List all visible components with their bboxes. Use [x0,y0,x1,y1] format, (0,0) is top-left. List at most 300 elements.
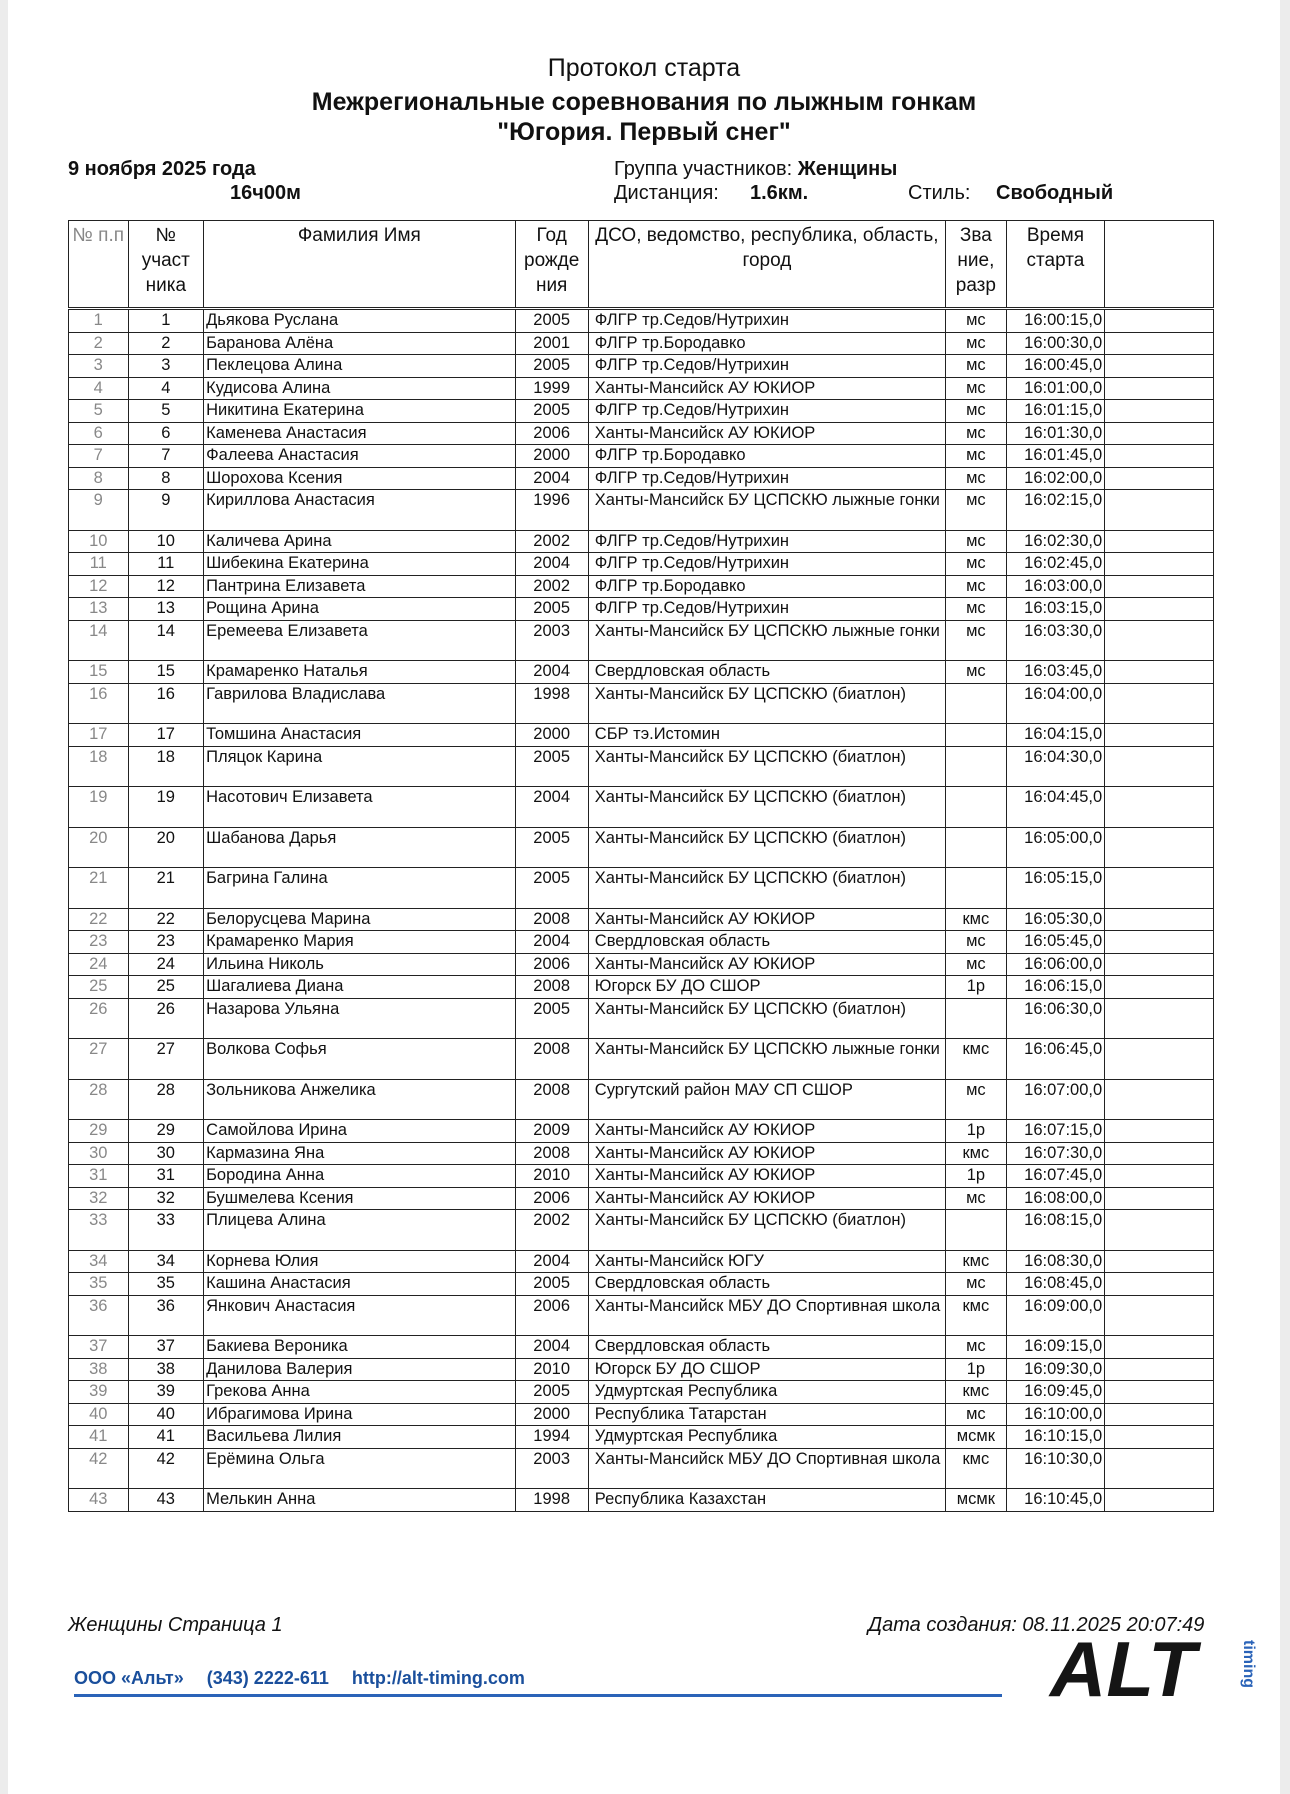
table-row [69,998,1214,1039]
sport-rank: мс [946,530,1007,553]
participant-number: 24 [128,953,204,976]
sport-rank: мс [946,422,1007,445]
participant-name: Данилова Валерия [204,1358,515,1381]
row-index: 26 [69,998,129,1039]
company-info [74,1668,543,1689]
table-row [69,1358,1214,1381]
empty-cell [1105,1448,1214,1489]
participant-number: 38 [128,1358,204,1381]
start-time: 16:08:00,0 [1006,1187,1104,1210]
row-index: 19 [69,787,129,828]
participant-number: 15 [128,661,204,684]
sport-rank: мс [946,332,1007,355]
distance-value: 1.6км. [750,182,809,204]
empty-cell [1105,1079,1214,1120]
col-header-num: № участ ника [128,221,204,309]
company-url[interactable]: http://alt-timing.com [351,1668,525,1688]
sport-rank: мс [946,445,1007,468]
participant-number: 41 [128,1426,204,1449]
table-row [69,490,1214,531]
start-time: 16:00:30,0 [1006,332,1104,355]
organization: ФЛГР тр.Седов/Нутрихин [588,400,945,423]
start-time: 16:03:00,0 [1006,575,1104,598]
start-time: 16:07:45,0 [1006,1165,1104,1188]
start-time: 16:07:30,0 [1006,1142,1104,1165]
organization: Удмуртская Республика [588,1426,945,1449]
birth-year: 2008 [515,1039,588,1080]
table-row [69,1187,1214,1210]
table-row [69,1273,1214,1296]
participant-number: 8 [128,467,204,490]
col-header-empty [1105,221,1214,309]
event-time: 16ч00м [230,182,301,204]
organization: ФЛГР тр.Седов/Нутрихин [588,530,945,553]
birth-year: 2005 [515,309,588,333]
table-row [69,724,1214,747]
empty-cell [1105,1336,1214,1359]
birth-year: 2002 [515,1210,588,1251]
start-time: 16:06:30,0 [1006,998,1104,1039]
logo-main-text: ALT [1050,1625,1196,1713]
empty-cell [1105,661,1214,684]
start-time: 16:05:15,0 [1006,868,1104,909]
table-row [69,422,1214,445]
participant-number: 6 [128,422,204,445]
sport-rank: кмс [946,908,1007,931]
birth-year: 1994 [515,1426,588,1449]
birth-year: 2005 [515,868,588,909]
birth-year: 2006 [515,1187,588,1210]
organization: ФЛГР тр.Седов/Нутрихин [588,355,945,378]
organization: Ханты-Мансийск БУ ЦСПСКЮ лыжные гонки [588,620,945,661]
participant-number: 23 [128,931,204,954]
participant-number: 2 [128,332,204,355]
organization: Удмуртская Республика [588,1381,945,1404]
start-time: 16:09:15,0 [1006,1336,1104,1359]
row-index: 14 [69,620,129,661]
birth-year: 2000 [515,724,588,747]
birth-year: 1998 [515,1489,588,1512]
row-index: 30 [69,1142,129,1165]
participant-name: Шибекина Екатерина [204,553,515,576]
participant-number: 22 [128,908,204,931]
distance-info [614,182,1134,205]
birth-year: 2002 [515,530,588,553]
birth-year: 2005 [515,746,588,787]
start-time: 16:05:00,0 [1006,827,1104,868]
col-header-pp: № п.п [69,221,129,309]
sport-rank [946,868,1007,909]
row-index: 17 [69,724,129,747]
participant-name: Шабанова Дарья [204,827,515,868]
participant-number: 33 [128,1210,204,1251]
sport-rank: мс [946,1336,1007,1359]
birth-year: 2005 [515,827,588,868]
table-row [69,1403,1214,1426]
birth-year: 2008 [515,1142,588,1165]
table-row [69,445,1214,468]
table-row [69,332,1214,355]
row-index: 21 [69,868,129,909]
table-row [69,400,1214,423]
participant-name: Кириллова Анастасия [204,490,515,531]
organization: Ханты-Мансийск БУ ЦСПСКЮ (биатлон) [588,787,945,828]
sport-rank: мс [946,490,1007,531]
sport-rank: мс [946,1079,1007,1120]
empty-cell [1105,1273,1214,1296]
organization: ФЛГР тр.Бородавко [588,445,945,468]
participant-name: Корнева Юлия [204,1250,515,1273]
participant-name: Кармазина Яна [204,1142,515,1165]
col-header-rank: Зва ние, разр [946,221,1007,309]
row-index: 6 [69,422,129,445]
empty-cell [1105,553,1214,576]
birth-year: 2003 [515,1448,588,1489]
sport-rank: мс [946,467,1007,490]
participant-number: 36 [128,1295,204,1336]
start-time: 16:08:30,0 [1006,1250,1104,1273]
organization: Свердловская область [588,931,945,954]
row-index: 31 [69,1165,129,1188]
organization: Республика Татарстан [588,1403,945,1426]
row-index: 25 [69,976,129,999]
participant-number: 11 [128,553,204,576]
start-time: 16:10:00,0 [1006,1403,1104,1426]
organization: Ханты-Мансийск БУ ЦСПСКЮ (биатлон) [588,827,945,868]
empty-cell [1105,998,1214,1039]
sport-rank: кмс [946,1039,1007,1080]
sport-rank: мс [946,953,1007,976]
row-index: 8 [69,467,129,490]
empty-cell [1105,1489,1214,1512]
company-name: ООО «Альт» [74,1668,184,1688]
organization: Ханты-Мансийск АУ ЮКИОР [588,953,945,976]
group-value: Женщины [797,158,898,180]
table-row [69,661,1214,684]
start-time: 16:01:00,0 [1006,377,1104,400]
table-row [69,1426,1214,1449]
organization: Ханты-Мансийск АУ ЮКИОР [588,377,945,400]
empty-cell [1105,1381,1214,1404]
participant-name: Пеклецова Алина [204,355,515,378]
organization: Ханты-Мансийск БУ ЦСПСКЮ (биатлон) [588,868,945,909]
row-index: 18 [69,746,129,787]
sport-rank: мсмк [946,1426,1007,1449]
start-time: 16:05:30,0 [1006,908,1104,931]
birth-year: 2009 [515,1120,588,1143]
sport-rank: мс [946,620,1007,661]
table-row [69,467,1214,490]
table-row [69,1079,1214,1120]
start-time: 16:04:45,0 [1006,787,1104,828]
footer-page-label: Женщины Страница 1 [68,1614,283,1636]
sport-rank: мсмк [946,1489,1007,1512]
participant-number: 16 [128,683,204,724]
empty-cell [1105,530,1214,553]
participant-name: Томшина Анастасия [204,724,515,747]
participant-name: Крамаренко Наталья [204,661,515,684]
participant-number: 21 [128,868,204,909]
table-row [69,1250,1214,1273]
participant-name: Зольникова Анжелика [204,1079,515,1120]
empty-cell [1105,787,1214,828]
start-time: 16:07:00,0 [1006,1079,1104,1120]
sport-rank: кмс [946,1142,1007,1165]
participant-name: Кашина Анастасия [204,1273,515,1296]
birth-year: 2006 [515,422,588,445]
table-row [69,1210,1214,1251]
empty-cell [1105,445,1214,468]
event-date: 9 ноября 2025 года [68,158,256,180]
participant-name: Рощина Арина [204,598,515,621]
empty-cell [1105,827,1214,868]
table-row [69,620,1214,661]
birth-year: 2000 [515,445,588,468]
sport-rank: мс [946,553,1007,576]
birth-year: 1999 [515,377,588,400]
sport-rank [946,724,1007,747]
sport-rank [946,827,1007,868]
participant-name: Каменева Анастасия [204,422,515,445]
participant-name: Крамаренко Мария [204,931,515,954]
participant-name: Самойлова Ирина [204,1120,515,1143]
start-time: 16:10:15,0 [1006,1426,1104,1449]
footer-created-date: Дата создания: 08.11.2025 20:07:49 [868,1614,1205,1636]
birth-year: 2004 [515,931,588,954]
participant-name: Никитина Екатерина [204,400,515,423]
organization: Ханты-Мансийск АУ ЮКИОР [588,1142,945,1165]
table-row [69,1381,1214,1404]
table-row [69,868,1214,909]
participant-name: Каличева Арина [204,530,515,553]
birth-year: 2005 [515,598,588,621]
participant-name: Насотович Елизавета [204,787,515,828]
participant-name: Белорусцева Марина [204,908,515,931]
group-label: Группа участников: [614,158,793,180]
organization: Ханты-Мансийск БУ ЦСПСКЮ лыжные гонки [588,490,945,531]
participant-name: Назарова Ульяна [204,998,515,1039]
participant-number: 12 [128,575,204,598]
empty-cell [1105,931,1214,954]
table-row [69,1165,1214,1188]
start-time: 16:02:15,0 [1006,490,1104,531]
col-header-year: Год рожде ния [515,221,588,309]
participant-number: 35 [128,1273,204,1296]
empty-cell [1105,620,1214,661]
row-index: 23 [69,931,129,954]
organization: Ханты-Мансийск БУ ЦСПСКЮ (биатлон) [588,746,945,787]
sport-rank: мс [946,1273,1007,1296]
start-time: 16:04:15,0 [1006,724,1104,747]
empty-cell [1105,467,1214,490]
table-row [69,1295,1214,1336]
empty-cell [1105,953,1214,976]
organization: Ханты-Мансийск БУ ЦСПСКЮ (биатлон) [588,1210,945,1251]
empty-cell [1105,746,1214,787]
row-index: 22 [69,908,129,931]
row-index: 37 [69,1336,129,1359]
participant-number: 29 [128,1120,204,1143]
participant-name: Баранова Алёна [204,332,515,355]
organization: Ханты-Мансийск АУ ЮКИОР [588,908,945,931]
participant-number: 18 [128,746,204,787]
footer-rule [74,1694,1002,1697]
participant-name: Еремеева Елизавета [204,620,515,661]
participant-number: 39 [128,1381,204,1404]
birth-year: 2006 [515,1295,588,1336]
start-time: 16:00:15,0 [1006,309,1104,333]
participant-number: 14 [128,620,204,661]
empty-cell [1105,724,1214,747]
participant-number: 34 [128,1250,204,1273]
empty-cell [1105,1250,1214,1273]
empty-cell [1105,908,1214,931]
organization: ФЛГР тр.Бородавко [588,332,945,355]
sport-rank [946,787,1007,828]
participant-name: Шагалиева Диана [204,976,515,999]
row-index: 36 [69,1295,129,1336]
row-index: 11 [69,553,129,576]
company-phone: (343) 2222-611 [206,1668,329,1688]
participant-number: 28 [128,1079,204,1120]
participant-number: 19 [128,787,204,828]
empty-cell [1105,575,1214,598]
participant-number: 7 [128,445,204,468]
start-time: 16:10:30,0 [1006,1448,1104,1489]
sport-rank: мс [946,377,1007,400]
participant-name: Ерёмина Ольга [204,1448,515,1489]
birth-year: 2005 [515,998,588,1039]
sport-rank: 1р [946,1120,1007,1143]
organization: Ханты-Мансийск АУ ЮКИОР [588,422,945,445]
organization: Ханты-Мансийск АУ ЮКИОР [588,1187,945,1210]
empty-cell [1105,1187,1214,1210]
row-index: 10 [69,530,129,553]
empty-cell [1105,400,1214,423]
participant-name: Дьякова Руслана [204,309,515,333]
participant-name: Бакиева Вероника [204,1336,515,1359]
empty-cell [1105,309,1214,333]
row-index: 34 [69,1250,129,1273]
sport-rank [946,1210,1007,1251]
start-time: 16:03:15,0 [1006,598,1104,621]
start-time: 16:01:15,0 [1006,400,1104,423]
empty-cell [1105,422,1214,445]
birth-year: 1998 [515,683,588,724]
participant-number: 40 [128,1403,204,1426]
table-row [69,787,1214,828]
organization: ФЛГР тр.Седов/Нутрихин [588,309,945,333]
organization: Ханты-Мансийск ЮГУ [588,1250,945,1273]
start-time: 16:03:45,0 [1006,661,1104,684]
start-time: 16:04:00,0 [1006,683,1104,724]
participant-number: 9 [128,490,204,531]
row-index: 13 [69,598,129,621]
style-value: Свободный [996,182,1114,204]
sport-rank: мс [946,575,1007,598]
sport-rank: мс [946,598,1007,621]
row-index: 38 [69,1358,129,1381]
sport-rank: мс [946,931,1007,954]
distance-label: Дистанция: [614,182,719,204]
start-time: 16:01:45,0 [1006,445,1104,468]
birth-year: 2005 [515,355,588,378]
participant-name: Пантрина Елизавета [204,575,515,598]
organization: Свердловская область [588,1273,945,1296]
participant-number: 30 [128,1142,204,1165]
sport-rank: 1р [946,1165,1007,1188]
organization: ФЛГР тр.Седов/Нутрихин [588,467,945,490]
table-row [69,683,1214,724]
organization: Ханты-Мансийск МБУ ДО Спортивная школа [588,1448,945,1489]
empty-cell [1105,377,1214,400]
alt-timing-logo [1048,1625,1257,1713]
participant-number: 27 [128,1039,204,1080]
table-row [69,953,1214,976]
organization: Югорск БУ ДО СШОР [588,976,945,999]
row-index: 42 [69,1448,129,1489]
protocol-title: Протокол старта [547,54,741,82]
birth-year: 2006 [515,953,588,976]
participant-number: 10 [128,530,204,553]
sport-rank: мс [946,309,1007,333]
start-time: 16:06:45,0 [1006,1039,1104,1080]
birth-year: 2004 [515,1336,588,1359]
empty-cell [1105,1295,1214,1336]
style-label: Стиль: [908,182,971,204]
start-time: 16:09:45,0 [1006,1381,1104,1404]
participant-name: Ибрагимова Ирина [204,1403,515,1426]
sport-rank: кмс [946,1295,1007,1336]
organization: Ханты-Мансийск АУ ЮКИОР [588,1120,945,1143]
table-row [69,355,1214,378]
birth-year: 2005 [515,400,588,423]
sport-rank: кмс [946,1250,1007,1273]
birth-year: 2010 [515,1165,588,1188]
participant-name: Гаврилова Владислава [204,683,515,724]
organization: Ханты-Мансийск БУ ЦСПСКЮ (биатлон) [588,998,945,1039]
birth-year: 2004 [515,787,588,828]
row-index: 7 [69,445,129,468]
row-index: 41 [69,1426,129,1449]
sport-rank: 1р [946,1358,1007,1381]
group-info [614,158,897,181]
empty-cell [1105,868,1214,909]
table-row [69,530,1214,553]
event-title: Межрегиональные соревнования по лыжным гонкам [311,88,977,116]
participant-name: Волкова Софья [204,1039,515,1080]
table-row [69,1489,1214,1512]
sport-rank: кмс [946,1448,1007,1489]
row-index: 5 [69,400,129,423]
start-time: 16:05:45,0 [1006,931,1104,954]
row-index: 2 [69,332,129,355]
start-time: 16:10:45,0 [1006,1489,1104,1512]
col-header-name: Фамилия Имя [204,221,515,309]
sport-rank: мс [946,1187,1007,1210]
start-time: 16:03:30,0 [1006,620,1104,661]
participant-name: Шорохова Ксения [204,467,515,490]
table-row [69,908,1214,931]
row-index: 33 [69,1210,129,1251]
table-row [69,931,1214,954]
row-index: 1 [69,309,129,333]
birth-year: 2005 [515,1381,588,1404]
participant-name: Васильева Лилия [204,1426,515,1449]
organization: СБР тэ.Истомин [588,724,945,747]
birth-year: 2004 [515,661,588,684]
table-row [69,1039,1214,1080]
